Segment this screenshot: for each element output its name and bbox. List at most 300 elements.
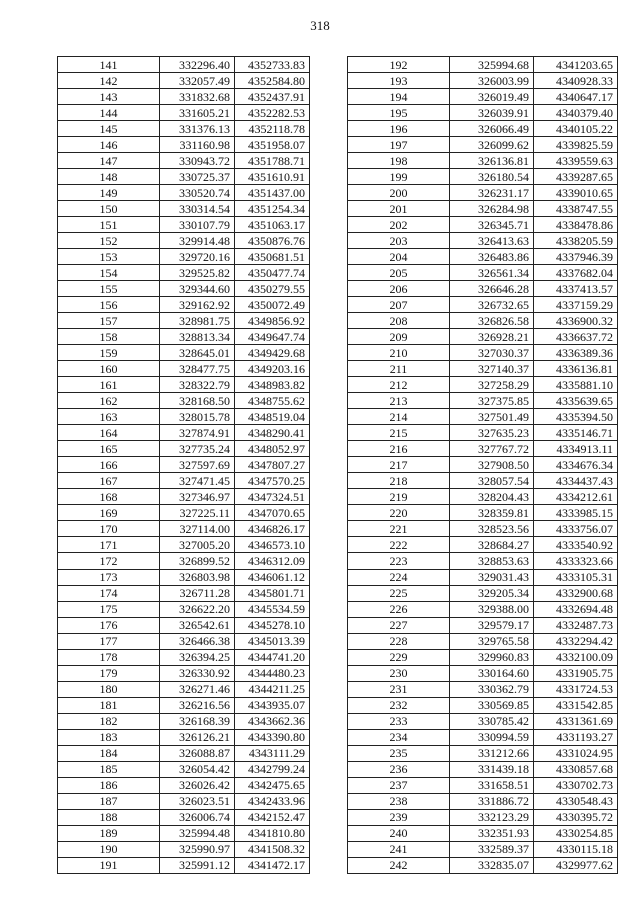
x-coordinate-cell: 331886.72 xyxy=(450,793,534,809)
y-coordinate-cell: 4331193.27 xyxy=(534,729,618,745)
table-row xyxy=(348,57,618,73)
x-coordinate-cell: 328322.79 xyxy=(160,377,235,393)
y-coordinate-cell: 4349856.92 xyxy=(235,313,310,329)
x-coordinate-cell: 326026.42 xyxy=(160,777,235,793)
point-number-cell: 185 xyxy=(58,761,160,777)
table-row xyxy=(58,201,310,217)
point-number-cell: 221 xyxy=(348,521,450,537)
table-row xyxy=(348,825,618,841)
table-row xyxy=(58,793,310,809)
y-coordinate-cell: 4336136.81 xyxy=(534,361,618,377)
y-coordinate-cell: 4331724.53 xyxy=(534,681,618,697)
y-coordinate-cell: 4330548.43 xyxy=(534,793,618,809)
x-coordinate-cell: 327140.37 xyxy=(450,361,534,377)
x-coordinate-cell: 328853.63 xyxy=(450,553,534,569)
y-coordinate-cell: 4345534.59 xyxy=(235,601,310,617)
x-coordinate-cell: 326136.81 xyxy=(450,153,534,169)
table-row xyxy=(58,633,310,649)
y-coordinate-cell: 4339287.65 xyxy=(534,169,618,185)
x-coordinate-cell: 331212.66 xyxy=(450,745,534,761)
x-coordinate-cell: 327114.00 xyxy=(160,521,235,537)
y-coordinate-cell: 4349203.16 xyxy=(235,361,310,377)
x-coordinate-cell: 329525.82 xyxy=(160,265,235,281)
table-row xyxy=(58,441,310,457)
x-coordinate-cell: 326023.51 xyxy=(160,793,235,809)
y-coordinate-cell: 4351063.17 xyxy=(235,217,310,233)
point-number-cell: 168 xyxy=(58,489,160,505)
y-coordinate-cell: 4352282.53 xyxy=(235,105,310,121)
coordinates-table-left xyxy=(57,56,310,874)
table-row xyxy=(58,585,310,601)
x-coordinate-cell: 326019.49 xyxy=(450,89,534,105)
table-row xyxy=(348,729,618,745)
y-coordinate-cell: 4335639.65 xyxy=(534,393,618,409)
y-coordinate-cell: 4337159.29 xyxy=(534,297,618,313)
point-number-cell: 215 xyxy=(348,425,450,441)
y-coordinate-cell: 4344741.20 xyxy=(235,649,310,665)
table-row xyxy=(58,665,310,681)
x-coordinate-cell: 326732.65 xyxy=(450,297,534,313)
table-row xyxy=(58,457,310,473)
table-row xyxy=(348,441,618,457)
point-number-cell: 189 xyxy=(58,825,160,841)
table-row xyxy=(58,681,310,697)
y-coordinate-cell: 4332487.73 xyxy=(534,617,618,633)
table-row xyxy=(348,601,618,617)
table-row xyxy=(58,601,310,617)
y-coordinate-cell: 4352437.91 xyxy=(235,89,310,105)
y-coordinate-cell: 4333540.92 xyxy=(534,537,618,553)
y-coordinate-cell: 4348290.41 xyxy=(235,425,310,441)
table-row xyxy=(348,569,618,585)
table-row xyxy=(348,393,618,409)
point-number-cell: 204 xyxy=(348,249,450,265)
x-coordinate-cell: 326066.49 xyxy=(450,121,534,137)
point-number-cell: 177 xyxy=(58,633,160,649)
x-coordinate-cell: 328359.81 xyxy=(450,505,534,521)
point-number-cell: 233 xyxy=(348,713,450,729)
x-coordinate-cell: 331605.21 xyxy=(160,105,235,121)
table-row xyxy=(348,217,618,233)
point-number-cell: 197 xyxy=(348,137,450,153)
x-coordinate-cell: 326003.99 xyxy=(450,73,534,89)
y-coordinate-cell: 4347807.27 xyxy=(235,457,310,473)
y-coordinate-cell: 4348519.04 xyxy=(235,409,310,425)
x-coordinate-cell: 330994.59 xyxy=(450,729,534,745)
point-number-cell: 231 xyxy=(348,681,450,697)
table-row xyxy=(348,521,618,537)
table-row xyxy=(348,649,618,665)
y-coordinate-cell: 4348052.97 xyxy=(235,441,310,457)
table-row xyxy=(58,265,310,281)
table-row xyxy=(58,649,310,665)
x-coordinate-cell: 329031.43 xyxy=(450,569,534,585)
y-coordinate-cell: 4348983.82 xyxy=(235,377,310,393)
y-coordinate-cell: 4350876.76 xyxy=(235,233,310,249)
x-coordinate-cell: 331376.13 xyxy=(160,121,235,137)
table-row xyxy=(348,169,618,185)
x-coordinate-cell: 332123.29 xyxy=(450,809,534,825)
x-coordinate-cell: 330314.54 xyxy=(160,201,235,217)
y-coordinate-cell: 4343935.07 xyxy=(235,697,310,713)
table-row xyxy=(58,169,310,185)
point-number-cell: 149 xyxy=(58,185,160,201)
y-coordinate-cell: 4334676.34 xyxy=(534,457,618,473)
x-coordinate-cell: 329914.48 xyxy=(160,233,235,249)
y-coordinate-cell: 4347324.51 xyxy=(235,489,310,505)
y-coordinate-cell: 4345801.71 xyxy=(235,585,310,601)
table-row xyxy=(348,73,618,89)
table-row xyxy=(348,185,618,201)
y-coordinate-cell: 4339825.59 xyxy=(534,137,618,153)
y-coordinate-cell: 4348755.62 xyxy=(235,393,310,409)
point-number-cell: 199 xyxy=(348,169,450,185)
table-row xyxy=(58,857,310,873)
x-coordinate-cell: 325990.97 xyxy=(160,841,235,857)
y-coordinate-cell: 4340647.17 xyxy=(534,89,618,105)
y-coordinate-cell: 4342799.24 xyxy=(235,761,310,777)
y-coordinate-cell: 4346826.17 xyxy=(235,521,310,537)
y-coordinate-cell: 4340928.33 xyxy=(534,73,618,89)
point-number-cell: 171 xyxy=(58,537,160,553)
point-number-cell: 242 xyxy=(348,857,450,873)
point-number-cell: 217 xyxy=(348,457,450,473)
y-coordinate-cell: 4352118.78 xyxy=(235,121,310,137)
point-number-cell: 207 xyxy=(348,297,450,313)
x-coordinate-cell: 327346.97 xyxy=(160,489,235,505)
point-number-cell: 234 xyxy=(348,729,450,745)
y-coordinate-cell: 4341508.32 xyxy=(235,841,310,857)
x-coordinate-cell: 332589.37 xyxy=(450,841,534,857)
point-number-cell: 181 xyxy=(58,697,160,713)
point-number-cell: 193 xyxy=(348,73,450,89)
y-coordinate-cell: 4336637.72 xyxy=(534,329,618,345)
x-coordinate-cell: 326394.25 xyxy=(160,649,235,665)
y-coordinate-cell: 4330395.72 xyxy=(534,809,618,825)
table-row xyxy=(58,57,310,73)
point-number-cell: 239 xyxy=(348,809,450,825)
table-row xyxy=(348,233,618,249)
point-number-cell: 169 xyxy=(58,505,160,521)
table-row xyxy=(348,105,618,121)
x-coordinate-cell: 326345.71 xyxy=(450,217,534,233)
y-coordinate-cell: 4350681.51 xyxy=(235,249,310,265)
table-row xyxy=(58,393,310,409)
y-coordinate-cell: 4331905.75 xyxy=(534,665,618,681)
x-coordinate-cell: 328477.75 xyxy=(160,361,235,377)
point-number-cell: 142 xyxy=(58,73,160,89)
y-coordinate-cell: 4334437.43 xyxy=(534,473,618,489)
point-number-cell: 211 xyxy=(348,361,450,377)
x-coordinate-cell: 325991.12 xyxy=(160,857,235,873)
y-coordinate-cell: 4332294.42 xyxy=(534,633,618,649)
table-row xyxy=(348,473,618,489)
table-row xyxy=(58,521,310,537)
y-coordinate-cell: 4331361.69 xyxy=(534,713,618,729)
y-coordinate-cell: 4333323.66 xyxy=(534,553,618,569)
y-coordinate-cell: 4349647.74 xyxy=(235,329,310,345)
x-coordinate-cell: 326271.46 xyxy=(160,681,235,697)
x-coordinate-cell: 329960.83 xyxy=(450,649,534,665)
table-row xyxy=(58,89,310,105)
point-number-cell: 187 xyxy=(58,793,160,809)
x-coordinate-cell: 332351.93 xyxy=(450,825,534,841)
table-row xyxy=(58,777,310,793)
point-number-cell: 178 xyxy=(58,649,160,665)
table-row xyxy=(58,473,310,489)
point-number-cell: 213 xyxy=(348,393,450,409)
x-coordinate-cell: 327635.23 xyxy=(450,425,534,441)
point-number-cell: 190 xyxy=(58,841,160,857)
table-row xyxy=(348,249,618,265)
x-coordinate-cell: 326622.20 xyxy=(160,601,235,617)
y-coordinate-cell: 4333105.31 xyxy=(534,569,618,585)
x-coordinate-cell: 332057.49 xyxy=(160,73,235,89)
x-coordinate-cell: 328645.01 xyxy=(160,345,235,361)
point-number-cell: 198 xyxy=(348,153,450,169)
point-number-cell: 144 xyxy=(58,105,160,121)
table-row xyxy=(58,713,310,729)
table-row xyxy=(348,745,618,761)
table-row xyxy=(348,537,618,553)
point-number-cell: 188 xyxy=(58,809,160,825)
point-number-cell: 156 xyxy=(58,297,160,313)
table-row xyxy=(348,377,618,393)
table-row xyxy=(348,425,618,441)
table-row xyxy=(58,617,310,633)
x-coordinate-cell: 326928.21 xyxy=(450,329,534,345)
point-number-cell: 182 xyxy=(58,713,160,729)
table-row xyxy=(348,585,618,601)
x-coordinate-cell: 329765.58 xyxy=(450,633,534,649)
y-coordinate-cell: 4351254.34 xyxy=(235,201,310,217)
point-number-cell: 220 xyxy=(348,505,450,521)
x-coordinate-cell: 326542.61 xyxy=(160,617,235,633)
table-row xyxy=(348,121,618,137)
table-row xyxy=(58,489,310,505)
x-coordinate-cell: 328813.34 xyxy=(160,329,235,345)
point-number-cell: 237 xyxy=(348,777,450,793)
x-coordinate-cell: 330785.42 xyxy=(450,713,534,729)
x-coordinate-cell: 328981.75 xyxy=(160,313,235,329)
y-coordinate-cell: 4334913.11 xyxy=(534,441,618,457)
y-coordinate-cell: 4332694.48 xyxy=(534,601,618,617)
y-coordinate-cell: 4336389.36 xyxy=(534,345,618,361)
x-coordinate-cell: 327501.49 xyxy=(450,409,534,425)
table-row xyxy=(348,265,618,281)
table-row xyxy=(58,745,310,761)
x-coordinate-cell: 326483.86 xyxy=(450,249,534,265)
x-coordinate-cell: 326826.58 xyxy=(450,313,534,329)
point-number-cell: 225 xyxy=(348,585,450,601)
table-row xyxy=(348,665,618,681)
table-row xyxy=(58,729,310,745)
table-row xyxy=(58,137,310,153)
y-coordinate-cell: 4332900.68 xyxy=(534,585,618,601)
point-number-cell: 165 xyxy=(58,441,160,457)
point-number-cell: 228 xyxy=(348,633,450,649)
point-number-cell: 218 xyxy=(348,473,450,489)
table-row xyxy=(58,537,310,553)
table-row xyxy=(348,633,618,649)
point-number-cell: 160 xyxy=(58,361,160,377)
x-coordinate-cell: 326646.28 xyxy=(450,281,534,297)
point-number-cell: 152 xyxy=(58,233,160,249)
table-row xyxy=(348,793,618,809)
x-coordinate-cell: 332835.07 xyxy=(450,857,534,873)
table-row xyxy=(58,281,310,297)
point-number-cell: 216 xyxy=(348,441,450,457)
x-coordinate-cell: 326413.63 xyxy=(450,233,534,249)
x-coordinate-cell: 327874.91 xyxy=(160,425,235,441)
x-coordinate-cell: 330164.60 xyxy=(450,665,534,681)
table-row xyxy=(58,361,310,377)
x-coordinate-cell: 329162.92 xyxy=(160,297,235,313)
x-coordinate-cell: 325994.68 xyxy=(450,57,534,73)
y-coordinate-cell: 4330702.73 xyxy=(534,777,618,793)
point-number-cell: 151 xyxy=(58,217,160,233)
point-number-cell: 148 xyxy=(58,169,160,185)
point-number-cell: 184 xyxy=(58,745,160,761)
table-row xyxy=(348,761,618,777)
x-coordinate-cell: 326561.34 xyxy=(450,265,534,281)
table-row xyxy=(348,505,618,521)
y-coordinate-cell: 4351958.07 xyxy=(235,137,310,153)
x-coordinate-cell: 328523.56 xyxy=(450,521,534,537)
x-coordinate-cell: 328015.78 xyxy=(160,409,235,425)
point-number-cell: 186 xyxy=(58,777,160,793)
y-coordinate-cell: 4330115.18 xyxy=(534,841,618,857)
point-number-cell: 183 xyxy=(58,729,160,745)
point-number-cell: 170 xyxy=(58,521,160,537)
point-number-cell: 157 xyxy=(58,313,160,329)
x-coordinate-cell: 329720.16 xyxy=(160,249,235,265)
table-row xyxy=(58,249,310,265)
x-coordinate-cell: 327767.72 xyxy=(450,441,534,457)
point-number-cell: 222 xyxy=(348,537,450,553)
point-number-cell: 226 xyxy=(348,601,450,617)
y-coordinate-cell: 4341203.65 xyxy=(534,57,618,73)
x-coordinate-cell: 331160.98 xyxy=(160,137,235,153)
table-row xyxy=(348,201,618,217)
y-coordinate-cell: 4345013.39 xyxy=(235,633,310,649)
y-coordinate-cell: 4352733.83 xyxy=(235,57,310,73)
table-row xyxy=(58,825,310,841)
y-coordinate-cell: 4333985.15 xyxy=(534,505,618,521)
x-coordinate-cell: 326054.42 xyxy=(160,761,235,777)
point-number-cell: 173 xyxy=(58,569,160,585)
y-coordinate-cell: 4343111.29 xyxy=(235,745,310,761)
table-row xyxy=(348,137,618,153)
y-coordinate-cell: 4331024.95 xyxy=(534,745,618,761)
x-coordinate-cell: 327258.29 xyxy=(450,377,534,393)
point-number-cell: 210 xyxy=(348,345,450,361)
table-row xyxy=(348,777,618,793)
y-coordinate-cell: 4338205.59 xyxy=(534,233,618,249)
y-coordinate-cell: 4347570.25 xyxy=(235,473,310,489)
table-row xyxy=(348,313,618,329)
table-row xyxy=(58,569,310,585)
point-number-cell: 153 xyxy=(58,249,160,265)
y-coordinate-cell: 4337946.39 xyxy=(534,249,618,265)
table-row xyxy=(58,761,310,777)
point-number-cell: 235 xyxy=(348,745,450,761)
y-coordinate-cell: 4330254.85 xyxy=(534,825,618,841)
x-coordinate-cell: 331832.68 xyxy=(160,89,235,105)
table-row xyxy=(348,297,618,313)
table-row xyxy=(58,73,310,89)
y-coordinate-cell: 4332100.09 xyxy=(534,649,618,665)
y-coordinate-cell: 4347070.65 xyxy=(235,505,310,521)
point-number-cell: 175 xyxy=(58,601,160,617)
y-coordinate-cell: 4344480.23 xyxy=(235,665,310,681)
point-number-cell: 209 xyxy=(348,329,450,345)
y-coordinate-cell: 4351610.91 xyxy=(235,169,310,185)
x-coordinate-cell: 326899.52 xyxy=(160,553,235,569)
table-row xyxy=(58,841,310,857)
x-coordinate-cell: 330362.79 xyxy=(450,681,534,697)
point-number-cell: 141 xyxy=(58,57,160,73)
point-number-cell: 155 xyxy=(58,281,160,297)
table-row xyxy=(58,553,310,569)
point-number-cell: 223 xyxy=(348,553,450,569)
y-coordinate-cell: 4351788.71 xyxy=(235,153,310,169)
point-number-cell: 163 xyxy=(58,409,160,425)
point-number-cell: 174 xyxy=(58,585,160,601)
table-row xyxy=(58,217,310,233)
x-coordinate-cell: 326126.21 xyxy=(160,729,235,745)
y-coordinate-cell: 4339559.63 xyxy=(534,153,618,169)
point-number-cell: 150 xyxy=(58,201,160,217)
x-coordinate-cell: 327375.85 xyxy=(450,393,534,409)
table-row xyxy=(348,553,618,569)
table-row xyxy=(58,313,310,329)
table-body xyxy=(348,57,618,874)
y-coordinate-cell: 4340105.22 xyxy=(534,121,618,137)
table-row xyxy=(348,489,618,505)
point-number-cell: 236 xyxy=(348,761,450,777)
point-number-cell: 229 xyxy=(348,649,450,665)
point-number-cell: 205 xyxy=(348,265,450,281)
y-coordinate-cell: 4336900.32 xyxy=(534,313,618,329)
y-coordinate-cell: 4335881.10 xyxy=(534,377,618,393)
x-coordinate-cell: 329579.17 xyxy=(450,617,534,633)
point-number-cell: 201 xyxy=(348,201,450,217)
point-number-cell: 180 xyxy=(58,681,160,697)
table-body xyxy=(58,57,310,874)
point-number-cell: 206 xyxy=(348,281,450,297)
point-number-cell: 146 xyxy=(58,137,160,153)
table-row xyxy=(58,297,310,313)
x-coordinate-cell: 326168.39 xyxy=(160,713,235,729)
y-coordinate-cell: 4329977.62 xyxy=(534,857,618,873)
x-coordinate-cell: 332296.40 xyxy=(160,57,235,73)
point-number-cell: 154 xyxy=(58,265,160,281)
table-row xyxy=(348,841,618,857)
table-row xyxy=(58,809,310,825)
y-coordinate-cell: 4345278.10 xyxy=(235,617,310,633)
table-row xyxy=(348,681,618,697)
x-coordinate-cell: 327225.11 xyxy=(160,505,235,521)
point-number-cell: 232 xyxy=(348,697,450,713)
table-row xyxy=(348,345,618,361)
point-number-cell: 172 xyxy=(58,553,160,569)
x-coordinate-cell: 326039.91 xyxy=(450,105,534,121)
x-coordinate-cell: 327005.20 xyxy=(160,537,235,553)
y-coordinate-cell: 4350477.74 xyxy=(235,265,310,281)
x-coordinate-cell: 326803.98 xyxy=(160,569,235,585)
point-number-cell: 203 xyxy=(348,233,450,249)
